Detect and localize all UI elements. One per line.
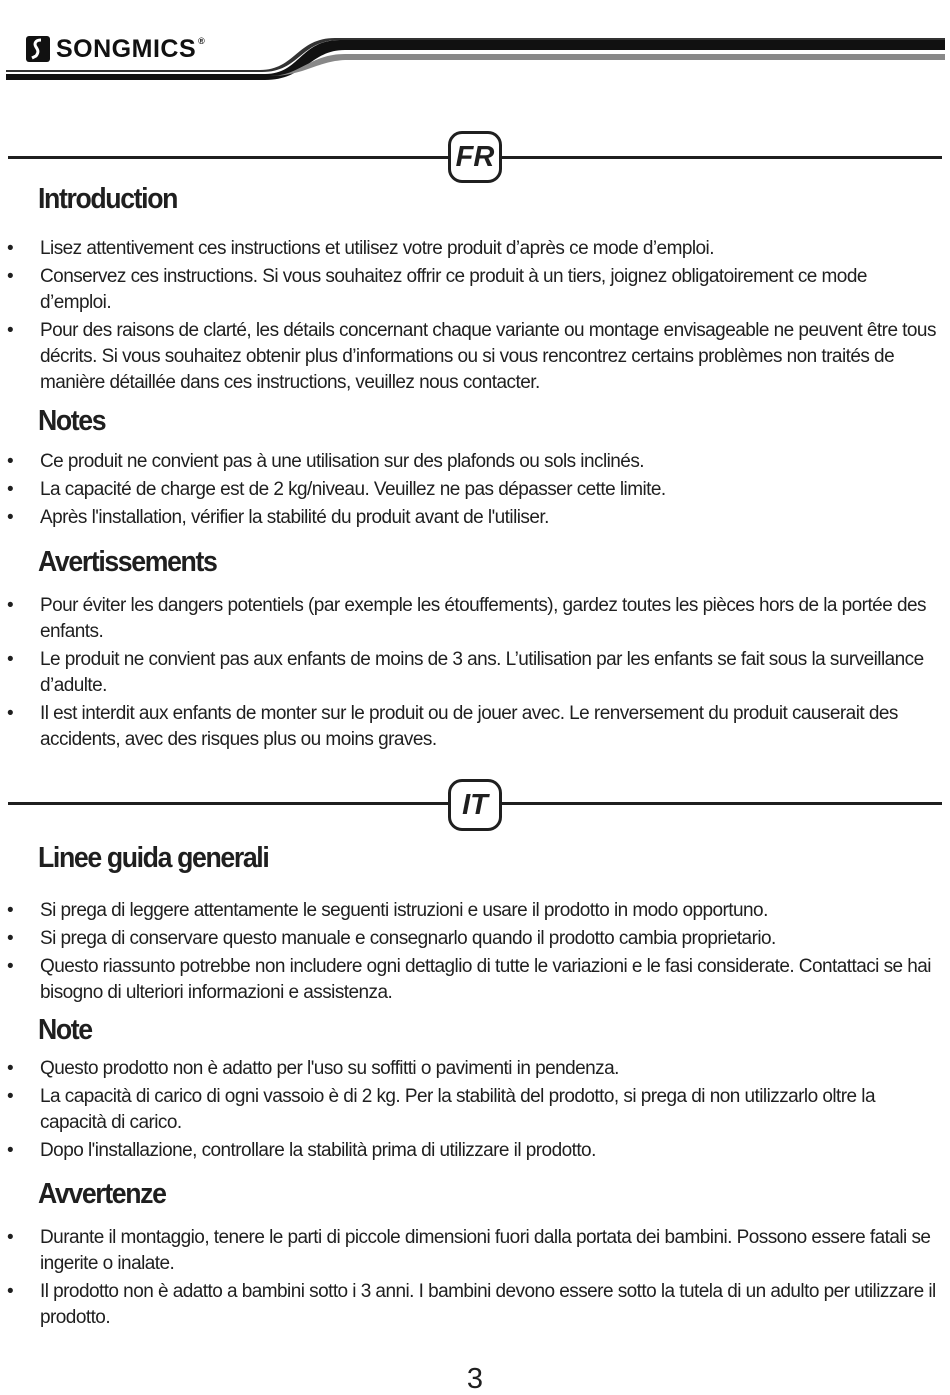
brand-logo-mark-icon bbox=[26, 36, 50, 62]
list-item: • Lisez attentivement ces instructions et utilisez votre produit d’après ce mode d’emploi. bbox=[7, 238, 714, 259]
fr-warnings-list bbox=[0, 593, 950, 755]
brand-name: SONGMICS bbox=[56, 35, 197, 63]
list-item: • Durante il montaggio, tenere le parti di piccole dimensioni fuori dalla portata dei bambini. Possono essere fatali se ingerite o inalate. bbox=[7, 1227, 931, 1274]
list-item: • La capacité de charge est de 2 kg/niveau. Veuillez ne pas dépasser cette limite. bbox=[7, 479, 666, 500]
it-intro-heading: Linee guida generali bbox=[38, 842, 269, 874]
fr-intro-heading: Introduction bbox=[38, 183, 178, 215]
it-notes-heading: Note bbox=[38, 1014, 92, 1046]
list-item: • Dopo l'installazione, controllare la stabilità prima di utilizzare il prodotto. bbox=[7, 1140, 596, 1161]
list-item: • Questo riassunto potrebbe non includere ogni dettaglio di tutte le variazioni e le fasi considerate. Contattaci se hai bisogno di ulteriori informazioni e assistenza. bbox=[7, 956, 931, 1003]
list-item: • Questo prodotto non è adatto per l'uso su soffitti o pavimenti in pendenza. bbox=[7, 1058, 619, 1079]
list-item: • Pour éviter les dangers potentiels (par exemple les étouffements), gardez toutes les pièces hors de la portée des enfants. bbox=[7, 595, 926, 642]
list-item: • Si prega di conservare questo manuale e consegnarlo quando il prodotto cambia proprietario. bbox=[7, 928, 776, 949]
fr-notes-heading: Notes bbox=[38, 405, 106, 437]
list-item: • Ce produit ne convient pas à une utilisation sur des plafonds ou sols inclinés. bbox=[7, 451, 644, 472]
list-item: • Il est interdit aux enfants de monter sur le produit ou de jouer avec. Le renversement du produit causerait des accidents, avec des risques plus ou moins graves. bbox=[7, 703, 898, 750]
it-intro-list bbox=[0, 898, 950, 1008]
fr-warnings-heading: Avertissements bbox=[38, 546, 217, 578]
list-item: • Il prodotto non è adatto a bambini sotto i 3 anni. I bambini devono essere sotto la tutela di un adulto per utilizzare il prodotto. bbox=[7, 1281, 936, 1328]
list-item: • Pour des raisons de clarté, les détails concernant chaque variante ou montage envisageable ne peuvent être tous décrits. Si vous souhaitez obtenir plus d’informations ou si vous rencontrez certains problèmes non traités de manière détaillée dans ces instructions, veuillez nous contacter. bbox=[7, 320, 936, 393]
it-notes-list bbox=[0, 1056, 950, 1166]
list-item: • Le produit ne convient pas aux enfants de moins de 3 ans. L’utilisation par les enfants se fait sous la surveillance d’adulte. bbox=[7, 649, 924, 696]
registered-mark: ® bbox=[198, 36, 205, 46]
list-item: • Si prega di leggere attentamente le seguenti istruzioni e usare il prodotto in modo opportuno. bbox=[7, 900, 768, 921]
it-warnings-heading: Avvertenze bbox=[38, 1178, 166, 1210]
list-item: • La capacità di carico di ogni vassoio è di 2 kg. Per la stabilità del prodotto, si prega di non utilizzarlo oltre la capacità di carico. bbox=[7, 1086, 875, 1133]
fr-intro-list bbox=[0, 236, 950, 398]
it-warnings-list bbox=[0, 1225, 950, 1333]
list-item: • Conservez ces instructions. Si vous souhaitez offrir ce produit à un tiers, joignez obligatoirement ce mode d’emploi. bbox=[7, 266, 867, 313]
page-number: 3 bbox=[466, 1363, 484, 1395]
fr-language-badge: FR bbox=[448, 131, 502, 183]
fr-notes-list bbox=[0, 449, 950, 533]
page-header bbox=[0, 0, 950, 95]
list-item: • Après l'installation, vérifier la stabilité du produit avant de l'utiliser. bbox=[7, 507, 549, 528]
it-language-badge: IT bbox=[448, 779, 502, 831]
brand-logo bbox=[26, 36, 205, 62]
